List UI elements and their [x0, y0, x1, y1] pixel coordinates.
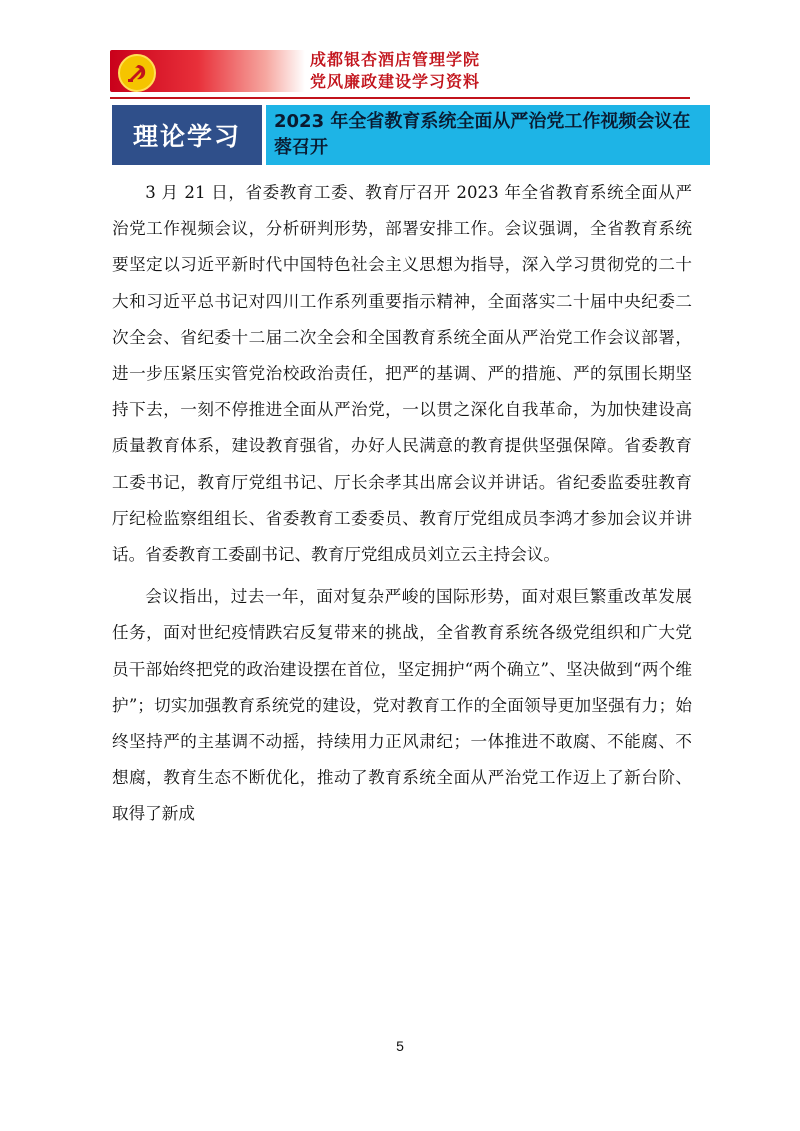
- paragraph: 3 月 21 日，省委教育工委、教育厅召开 2023 年全省教育系统全面从严治党工作视频会议，分析研判形势，部署安排工作。会议强调，全省教育系统要坚定以习近平新时代中国特色社会主义思想为指导，深入学习贯彻党的二十大和习近平总书记对四川工作系列重要指示精神，全面落实二十届中央纪委二次全会、省纪委十二届二次全会和全国教育系统全面从严治党工作会议部署，进一步压紧压实管党治校政治责任，把严的基调、严的措施、严的氛围长期坚持下去，一刻不停推进全面从严治党，一以贯之深化自我革命，为加快建设高质量教育体系，建设教育强省，办好人民满意的教育提供坚强保障。省委教育工委书记，教育厅党组书记、厅长余孝其出席会议并讲话。省纪委监委驻教育厅纪检监察组组长、省委教育工委委员、教育厅党组成员李鸿才参加会议并讲话。省委教育工委副书记、教育厅党组成员刘立云主持会议。: [112, 183, 692, 565]
- red-flag-banner: [110, 50, 305, 92]
- article-title: 2023 年全省教育系统全面从严治党工作视频会议在蓉召开: [266, 105, 710, 165]
- institute-name: [310, 49, 480, 93]
- page-number: 5: [396, 1038, 404, 1054]
- section-tag: 理论学习: [112, 105, 262, 165]
- article-body: [112, 175, 692, 839]
- document-header: [110, 45, 690, 97]
- institute-line-1: 成都银杏酒店管理学院: [310, 50, 481, 69]
- paragraph: 会议指出，过去一年，面对复杂严峻的国际形势，面对艰巨繁重改革发展任务，面对世纪疫情跌宕反复带来的挑战，全省教育系统各级党组织和广大党员干部始终把党的政治建设摆在首位，坚定拥护“两个确立”、坚决做到“两个维护”；切实加强教育系统党的建设，党对教育工作的全面领导更加坚强有力；始终坚持严的主基调不动摇，持续用力正风肃纪；一体推进不敢腐、不能腐、不想腐，教育生态不断优化，推动了教育系统全面从严治党工作迈上了新台阶、取得了新成: [112, 587, 692, 824]
- header-divider: [110, 97, 690, 99]
- party-emblem-icon: [118, 54, 156, 92]
- institute-line-2: 党风廉政建设学习资料: [310, 72, 481, 91]
